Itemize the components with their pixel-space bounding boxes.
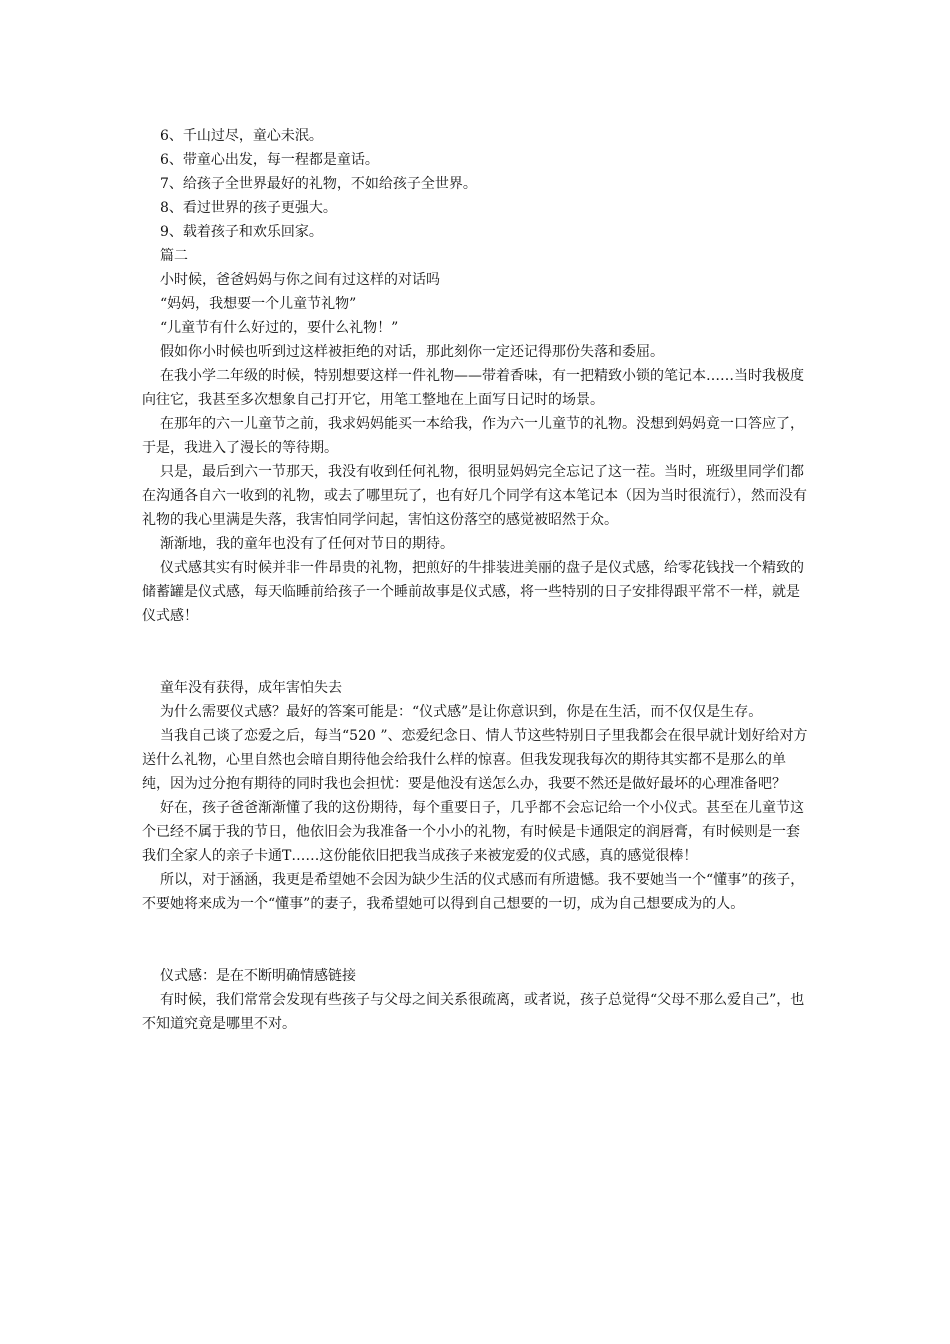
list-item: 8、看过世界的孩子更强大。 bbox=[160, 200, 337, 216]
paragraph: 小时候，爸爸妈妈与你之间有过这样的对话吗 bbox=[160, 272, 440, 288]
list-item: 6、带童心出发，每一程都是童话。 bbox=[160, 152, 379, 168]
paragraph: 在那年的六一儿童节之前，我求妈妈能买一本给我，作为六一儿童节的礼物。没想到妈妈竟一口答应了，于是，我进入了漫长的等待期。 bbox=[142, 416, 804, 456]
paragraph: 在我小学二年级的时候，特别想要这样一件礼物——带着香味，有一把精致小锁的笔记本……当时我极度向往它，我甚至多次想象自己打开它，用笔工整地在上面写日记时的场景。 bbox=[142, 368, 804, 408]
list-item: 7、给孩子全世界最好的礼物，不如给孩子全世界。 bbox=[160, 176, 477, 192]
section-label: 篇二 bbox=[160, 248, 188, 264]
document-body bbox=[142, 124, 812, 1036]
paragraph: 当我自己谈了恋爱之后，每当“520 ”、恋爱纪念日、情人节这些特别日子里我都会在很早就计划好给对方送什么礼物，心里自然也会暗自期待他会给我什么样的惊喜。但我发现我每次的期待其实都不是那么的单纯，因为过分抱有期待的同时我也会担忧：要是他没有送怎么办，我要不然还是做好最坏的心理准备吧？ bbox=[142, 728, 808, 792]
paragraph: 仪式感其实有时候并非一件昂贵的礼物，把煎好的牛排装进美丽的盘子是仪式感，给零花钱找一个精致的储蓄罐是仪式感，每天临睡前给孩子一个睡前故事是仪式感，将一些特别的日子安排得跟平常不一样，就是仪式感！ bbox=[142, 560, 804, 624]
paragraph: 所以，对于涵涵，我更是希望她不会因为缺少生活的仪式感而有所遗憾。我不要她当一个“懂事”的孩子，不要她将来成为一个“懂事”的妻子，我希望她可以得到自己想要的一切，成为自己想要成为的人。 bbox=[142, 872, 805, 912]
paragraph: “儿童节有什么好过的，要什么礼物！” bbox=[160, 320, 399, 336]
paragraph: 只是，最后到六一节那天，我没有收到任何礼物，很明显妈妈完全忘记了这一茬。当时，班级里同学们都在沟通各自六一收到的礼物，或去了哪里玩了，也有好几个同学有这本笔记本（因为当时很流行），然而没有礼物的我心里满是失落，我害怕同学问起，害怕这份落空的感觉被昭然于众。 bbox=[142, 464, 807, 528]
paragraph: 渐渐地，我的童年也没有了任何对节日的期待。 bbox=[160, 536, 454, 552]
spacer bbox=[142, 916, 812, 964]
list-item: 9、载着孩子和欢乐回家。 bbox=[160, 224, 323, 240]
paragraph: 有时候，我们常常会发现有些孩子与父母之间关系很疏离，或者说，孩子总觉得“父母不那么爱自己”，也不知道究竟是哪里不对。 bbox=[142, 992, 805, 1032]
list-item: 6、千山过尽，童心未泯。 bbox=[160, 128, 323, 144]
paragraph: 好在，孩子爸爸渐渐懂了我的这份期待，每个重要日子，几乎都不会忘记给一个小仪式。甚至在儿童节这个已经不属于我的节日，他依旧会为我准备一个小小的礼物，有时候是卡通限定的润唇膏，有时候则是一套我们全家人的亲子卡通T……这份能依旧把我当成孩子来被宠爱的仪式感，真的感觉很棒！ bbox=[142, 800, 804, 864]
paragraph: 假如你小时候也听到过这样被拒绝的对话，那此刻你一定还记得那份失落和委屈。 bbox=[160, 344, 664, 360]
section-heading: 仪式感：是在不断明确情感链接 bbox=[160, 968, 356, 984]
paragraph: “妈妈，我想要一个儿童节礼物” bbox=[160, 296, 357, 312]
spacer bbox=[142, 628, 812, 676]
section-heading: 童年没有获得，成年害怕失去 bbox=[160, 680, 342, 696]
paragraph: 为什么需要仪式感？最好的答案可能是：“仪式感”是让你意识到，你是在生活，而不仅仅是生存。 bbox=[160, 704, 763, 720]
